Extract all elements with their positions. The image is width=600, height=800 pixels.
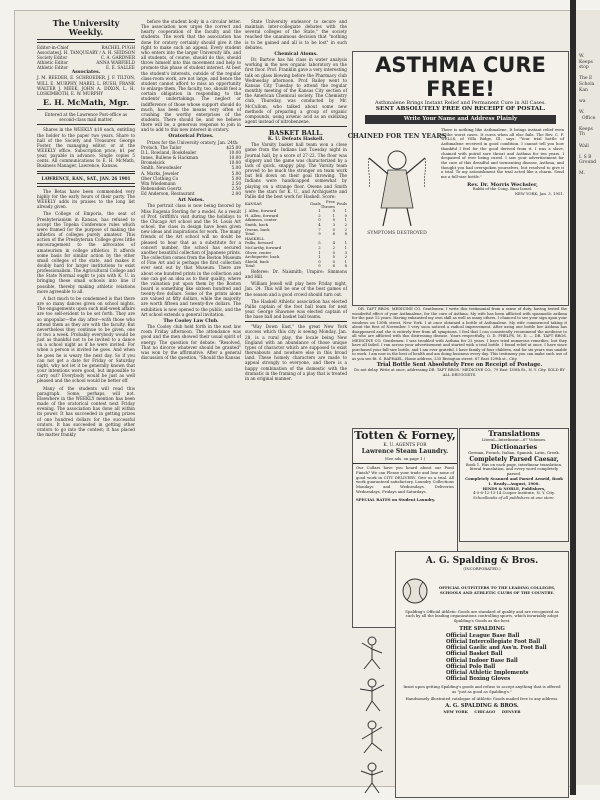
spalding-items [396, 633, 568, 683]
ad-write-banner: Write Your Name and Address Plainly [365, 115, 556, 124]
illus-caption: CHAINED FOR TEN YEARS [347, 132, 447, 140]
spalding-footer: A. G. SPALDING & BROS. [445, 703, 519, 710]
prize-row: Wm Wiedemann 2.50 [141, 180, 241, 186]
list-item: Official Boxing Gloves [446, 676, 511, 683]
spalding-insist: Insist upon getting Spalding's goods and refuse to accept anything that is offered as "just as good as Spalding's." [403, 684, 561, 694]
ad-title: ASTHMA CURE [375, 53, 546, 77]
dateline: LAWRENCE, KAN., SAT., JAN. 26 1901 [41, 176, 131, 182]
staff-row: Athletic Editor E. E. SALLEE [37, 65, 135, 71]
translations-sub4: Completely Scanned and Parsed Aeneid, Book 1. Ready—August, 1900. [465, 475, 563, 486]
caesar-title: Completely Parsed Caesar, [469, 455, 559, 463]
the-spalding-heading: THE SPALDING [459, 626, 505, 633]
box-row: Owens, back 7 0 2 [245, 226, 347, 232]
oratory-continued: before the student body in a circular letter. The association now urges the correct and hearty cooperation of the faculty and the students. The work that the association has done for oratory certainly should give it the right to make such an appeal. Every student who enters into the larger University life, and all students, of course, should do this, should throw himself into this movement and help to promote this phase of student interest. At best the student's interests, outside of the regular class-room work, are not large, and hence the student cannot afford to miss an opportunity to enlarge them. The faculty, too, should feel a certain obligation in responding to the students' undertakings. The neglect or indifference of those whose support should do much, has been the means very often of crushing the worthy enterprises of the students. There should be, and we believe there will be, a generous response to join in and to add to this new interest in oratory. [141, 19, 241, 133]
asthma-cure-ad [347, 51, 569, 306]
prize-row: Ober Clothing Co 5.00 [141, 175, 241, 181]
prize-row: Bromelsick 10.00 [141, 160, 241, 166]
ad-signature-name: Rev. Dr. Morris Wechsler, [467, 181, 538, 188]
spalding-goods: Spalding's Official Athletic Goods are standard of quality and are recognized as such by all the leading organizations controlling sports, which invariably adopt Spalding's Goods as the best. [405, 608, 559, 623]
list-item: Official Polo Ball [446, 663, 496, 670]
newspaper-page [14, 10, 571, 787]
chained-man-icon [347, 128, 447, 236]
referee-line: Referee: Dr. Naismith; Umpire: Simmons and Hill. [245, 268, 347, 280]
associates-heading: Associates. [71, 70, 101, 76]
entered-notice: Entered at the Lawrence Post-office as second-class mail matter. [44, 112, 128, 123]
way-down-east-note: "Way Down East," the great New York success which this city is seeing Monday, Jan. 28, is a rural play, the locale being New England with an abundance of those unique types of character which are supposed to exist thereabouts and nowhere else in this broad land. These homely characters are made to appeal strongly to everyone, and there is a happy combination of the domestic with the dramatic in the framing of a play that is treated in an original manner. [245, 324, 347, 381]
editorial-emporia: The College of Emporia, the seat of Presbyterianism in Kansas, has refused to accept the Topeka Conference rules which were framed for the purpose of making the athletics of colleges purely amateur. This action of the Presbyterian College gives little encouragement to the advocates of amateurism in college athletics. It affords some basis for similar action by the other small colleges of the state, and makes it doubly hard for larger institutions to exist professionalism. The Agricultural College and the State Normal ought to join with K. U. in bringing these small schools into line if possible, thereby making athletic relations more agreeable to all. [37, 211, 135, 294]
prizes-intro: Prizes for the University oratory, Jan. 24th: [147, 139, 239, 145]
dictionaries-title: Dictionaries [490, 442, 538, 451]
totten-title: Totten & Forney, [354, 429, 456, 442]
subscription-notice: Shares in the WEEKLY $10 each, entitling the holder to the paper two years. Share to hall of the Society and Treasurer. George Foster, the managing editor, or at the WEEKLY office. Subscription price, $1 per year, payable in advance. Single copies 5 cents. All communications to E. H. McMath, Business Manager, Lawrence, Kansas. [37, 127, 135, 169]
prize-row: D.L. Rowland, Bookdealer 10.00 [141, 149, 241, 155]
list-item: Official Athletic Implements [446, 670, 529, 676]
box-total: Total 9 6 8 [245, 263, 347, 269]
basketball-report: The Varsity basket ball team won a close game from the Indians last Tuesday night in Journal hall, by a score of 27-22. The floor was slippery and the game was characterized by a lack of quick, snappy play. The Varsity team proved to be much the stronger on team work but fell down on their goal throwing. The Indians were handicapped somewhat by playing on a strange floor. Owens and Smith were the stars for K. U., and Archiquette and Pallis did the best work for Haskell. Score: [245, 142, 347, 199]
prize-row: Smith, Newsdealer 5.00 [141, 165, 241, 171]
staff-row: Society Editor C. A. GARDNER [37, 54, 135, 60]
ad-signature-place: NEW YORK, Jan. 3, 1901. [514, 191, 564, 197]
box-row: Pallis, forward 5 4 1 [245, 240, 347, 246]
column-3 [245, 19, 347, 383]
editorial-betas: The Betas have been commended very highly for the early hours of their party. The WEEKLY adds its praises to the long list already given. [37, 188, 135, 210]
testimonial-letters [352, 307, 567, 413]
chained-man-illustration [347, 128, 447, 240]
spalding-outfitters: OFFICIAL OUTFITTERS TO THE LEADING COLLEGES, SCHOOLS AND ATHLETIC CLUBS OF THE COUNTRY. [438, 585, 556, 595]
box-row: H. Allen, forward 2 1 0 [245, 212, 347, 218]
translations-sub2: German, French, Italian, Spanish, Latin, Greek. [468, 449, 560, 455]
list-item: Official Gaelic and Ass'n. Foot Ball [446, 645, 547, 652]
masthead-rule [37, 39, 135, 43]
spalding-title: A. G. Spalding & Bros. [425, 556, 539, 566]
list-item: Official Basket Ball [446, 651, 503, 658]
ad-title-free: FREE! [426, 77, 495, 101]
athletes-icon [352, 631, 392, 796]
facing-page-edge [576, 10, 600, 785]
box-row: Atkinson, center 0 0 1 [245, 217, 347, 223]
prize-row: Ed Anderson, Restaurant 2.00 [141, 191, 241, 197]
trial-bottle-sub: Do not delay. Write at once, addressing DR. TAFT BROS.' MEDICINE CO., 79 East 130th St., N. Y. City. SOLD BY ALL DRUGGISTS. [354, 368, 565, 377]
box-score [245, 200, 347, 269]
art-notes: The portrait class is now being favored by Miss Eugenia Sterling for a model. As a result of Prof. Griffith's visit during the holidays to the Chicago Art school and the St. Louis Art school, the class in design have been given new ideas and inspirations for work. The many friends of the Art school will no doubt be pleased to hear that as a substitute for a concert number, the school has secured another beautiful collection of Japanese prints. The collection comes from the Boston Museum of Fine Art and is perhaps the first collection ever sent out by that Museum. There are about one hundred prints in the collection and one can get an idea as to their quality, where the valuation put upon them by the Boston board is something like sixteen hundred and twenty-five dollars. Some of the prints alone are valued at fifty dollars, while the majority are worth fifteen and twenty-five dollars. The exhibition is now opened to the public, and the Art school extends a general invitation. [141, 203, 241, 317]
cooley-continued: State University endeavor to secure and maintain inter-collegiate debates with the several colleges of the State," the society reached the unanimous decision that "nothing is to be gained and all is to be lost" in such debates. [245, 19, 347, 50]
list-item: Official Indoor Base Ball [446, 657, 518, 664]
masthead-title: The University Weekly. [52, 18, 120, 37]
ad-body-text: There is nothing like Asthmalene. It brings instant relief even in the worst cases. It cures when all else fails. The Rev. C. F. WELLS, of Villa Ridge, Ill., says: "Your trial bottle of Asthmalene received in good condition. I cannot tell you how thankful I feel for the good derived from it. I was a slave, chained with putrid sore throat and Asthma for ten years. I despaired of ever being cured. I saw your advertisement for the cure of this dreadful and tormenting disease, Asthma, and thought you had overspoken yourselves, but resolved to give it a trial. To my astonishment the trial acted like a charm. Send me a full-size bottle." [441, 127, 564, 180]
prize-row: A. Marks, Jeweler 5.00 [141, 170, 241, 176]
prize-row: Protsch, The Tailor $25.00 [141, 144, 241, 150]
totten-sub: K. U. AGENTS FOR [383, 443, 427, 448]
prizes-heading: Oratorical Prizes. [168, 134, 214, 140]
column-1 [37, 19, 135, 439]
translations-address: 4-5-6-12-13-14 Cooper Institute, N. Y. City. [473, 490, 555, 496]
editorial-oratory: Many of the students will read this paragraph. Some, perhaps, will not. Elsewhere in the WEEKLY mention has been made of the oratorical contest next Friday evening. The association has done all within its power. It has succeeded in getting prizes of one hundred dollars for the successful orators. It has succeeded in getting other orators to go into the contest; it has placed the matter frankly [37, 385, 135, 437]
translations-sub3: Book 1. Has on each page, interlinear translation, literal translation, and every word completely parsed. [465, 461, 563, 477]
illus-footer: SYMPTOMS DESTROYED [367, 231, 427, 236]
chem-heading: Chemical Atoms. [274, 51, 318, 57]
facing-page-text: W. Keeps stop The E Schola Kan wa W. Office Keeps Th Wall I. S B Ground M. [579, 54, 597, 177]
list-item: Official League Base Ball [446, 632, 520, 639]
cooley-heading: The Cooley Law Club. [163, 318, 219, 324]
translations-title: Translations [488, 429, 540, 438]
baseball-icon [400, 576, 430, 606]
spalding-incorporated: (INCORPORATED.) [463, 566, 501, 571]
box-row: Smith, back 4 3 2 [245, 221, 347, 227]
manager-line: E. H. McMath, Mgr. [42, 98, 130, 108]
prize-row: Rebensdein Goertz 2.50 [141, 186, 241, 191]
translations-ad [459, 428, 569, 542]
totten-laundry-sub: (See ads. on page 1.) [384, 456, 426, 461]
trial-bottle-banner: Trial Bottle Sent Absolutely Free on Receipt of Postage. [376, 361, 543, 368]
translations-schoolbooks: Schoolbooks of all publishers at one store. [473, 495, 555, 501]
chem-notes: Dr. Bartow has his class in water analysis working in the new organic laboratory on the first floor. Prof. Franklin gave a very interesting talk on glass blowing before the Pharmacy club Wednesday afternoon. Prof. Bailey went to Kansas City Tuesday to attend the regular monthly meeting of the Kansas City section of the American Chemical society. The Chemistry club, Thursday, was conducted by Mr. McCullom, who talked about some new methods of preparing a group of organic compounds, using arsenic acid as an oxidizing agent instead of nitrobenzene. [245, 57, 347, 124]
basketball-subheading: K. U. Defeats Haskell. [267, 137, 325, 143]
column-2 [141, 19, 241, 360]
translations-sub1: Literal—Interlinear—67 Volumes. [481, 437, 547, 442]
associates-list: J. M. REEDER, E. SCHROEDER, J. F. TILTON, WILL E. MURPHY, MABEL L. BUSH, FRANK WALTER J. MEEK, JOHN A. DIXON, L. H. LOSKIMBOTH, E. W. MURPHY [37, 75, 135, 96]
translations-publisher: HINDS & NOBLE, Publishers, [482, 485, 546, 491]
staff-row: Editor-in-Chief RACHEL PUGH [37, 44, 135, 50]
spalding-catalogue: Handsomely illustrated catalogue of Athletic Goods mailed free to any address. [405, 695, 559, 701]
box-row: McCarthy, forward 2 2 1 [245, 244, 347, 250]
totten-laundry: Lawrence Steam Laundry. [361, 448, 449, 455]
letters-text: DR. TAFT BROS. MEDICINE CO. Gentlemen: I write this testimonial from a sense of duty, having tested the wonderful effect of your Asthmalene, for the cure of Asthma. My wife has been afflicted with spasmodic asthma for the past 12 years. Having exhausted my own skill as well as many others, I chanced to see your sign upon your windows on 130th street, New York. I at once obtained a bottle of Asthmalene. My wife commenced taking it about the first of November. I very soon noticed a radical improvement. After using one bottle her Asthma has disappeared and she is entirely free from all symptoms. I feel that I can consistently recommend the medicine to all who are afflicted with this distressing disease. Yours respectfully, O. D. PHELPS, M. D. — DR. TAFT BROS. MEDICINE CO. Gentlemen: I was troubled with Asthma for 22 years. I have tried numerous remedies, but they have all failed. I ran across your advertisement and started with a trial bottle. I found relief at once. I have since purchased your full-size bottle, and I am ever grateful. I have family of four children, and for six years was unable to work. I am now in the best of health and am doing business every day. This testimony you can make such use of as you see fit. S. RAPHAEL, Home address, 235 Rivington street. 67 East 129th st., City. [352, 307, 567, 362]
haskell-note: The Haskell Athletic association has elected Pallis captain of the foot ball team for next year. George Shawnee was elected captain of the base ball and basket ball teams. [245, 298, 347, 320]
box-row: J. Allen, forward 1 0 1 [245, 208, 347, 214]
basketball-heading: BASKET BALL. [269, 129, 323, 138]
list-item: Official Intercollegiate Foot Ball [446, 638, 541, 645]
spalding-cities: NEW YORK CHICAGO DENVER [443, 708, 521, 714]
ad-signature-title: Rabbi of the Cong. Bnai Israel. [472, 186, 533, 192]
box-header: HASKELL [245, 235, 265, 241]
art-heading: Art Notes. [177, 198, 205, 204]
spalding-ad [395, 551, 569, 798]
box-row: Archiquette, back 1 0 2 [245, 254, 347, 260]
ad-offer: SENT ABSOLUTELY FREE ON RECEIPT OF POSTAL. [375, 106, 546, 112]
athlete-illustrations [352, 631, 392, 796]
ad-tagline: Asthmalene Brings Instant Relief and Permanent Cure in All Cases. [374, 100, 547, 106]
totten-special: SPECIAL RATES on Student Laundry. [356, 496, 436, 502]
prize-row: Innes, Bullene & Hackman 10.00 [141, 155, 241, 161]
cooley-notes: The Cooley club held forth in the east law room Friday afternoon. The attendance was good and the men showed their usual spirit of energy. The question for debate: "Resolved, That no divorce whatever should be granted" was won by the affirmative. After a general discussion of the question, "Should the Kansas [141, 324, 241, 360]
box-header: KANSAS Goals Free Throws Fouls [245, 199, 347, 209]
editorial-dances: A fact much to be condemned is that there are so many dances given on school nights. The engagements upon such mid-week affairs are too self-evident to be set forth. They are so unpopular—the day after—with those who attend them as they are with the faculty. But nevertheless they continue to be given, one or two a week. Probably everybody would be just as thankful not to be invited to a dance on a school night as if he were invited. For when a person is invited he goes. And when he goes he is weary the next day. So if you can not get a date for Friday or Saturday night, why not let it be generally known that your intentions were good, but impossible to carry out? Everybody would be just as well pleased and the school would be better off. [37, 295, 135, 384]
box-row: Oliver, center 1 0 3 [245, 249, 347, 255]
box-total: Total 9 6 8 [245, 231, 347, 237]
box-row: Shield, back 0 0 1 [245, 258, 347, 264]
prizes-list [141, 145, 241, 197]
totten-body: Our Collars have you heard about our Pond Finish? We can Please your trade and lose none of good work in CITY DELIVERY. Give us a trial. All work guaranteed satisfactory. Laundry Collections Mondays and Wednesdays. Deliveries Wednesdays, Fridays and Saturdays. [356, 465, 454, 494]
staff-row: Athletic Editor ANNA WARFIELD [37, 59, 135, 65]
jewell-note: William Jewell will play here Friday night, Jan. 24. This will be one of the best games of the season and a good crowd should turn out. [245, 281, 347, 297]
staff-row: Associates J. H. TANQUEARY / A. H. SEIDSON [37, 49, 135, 55]
